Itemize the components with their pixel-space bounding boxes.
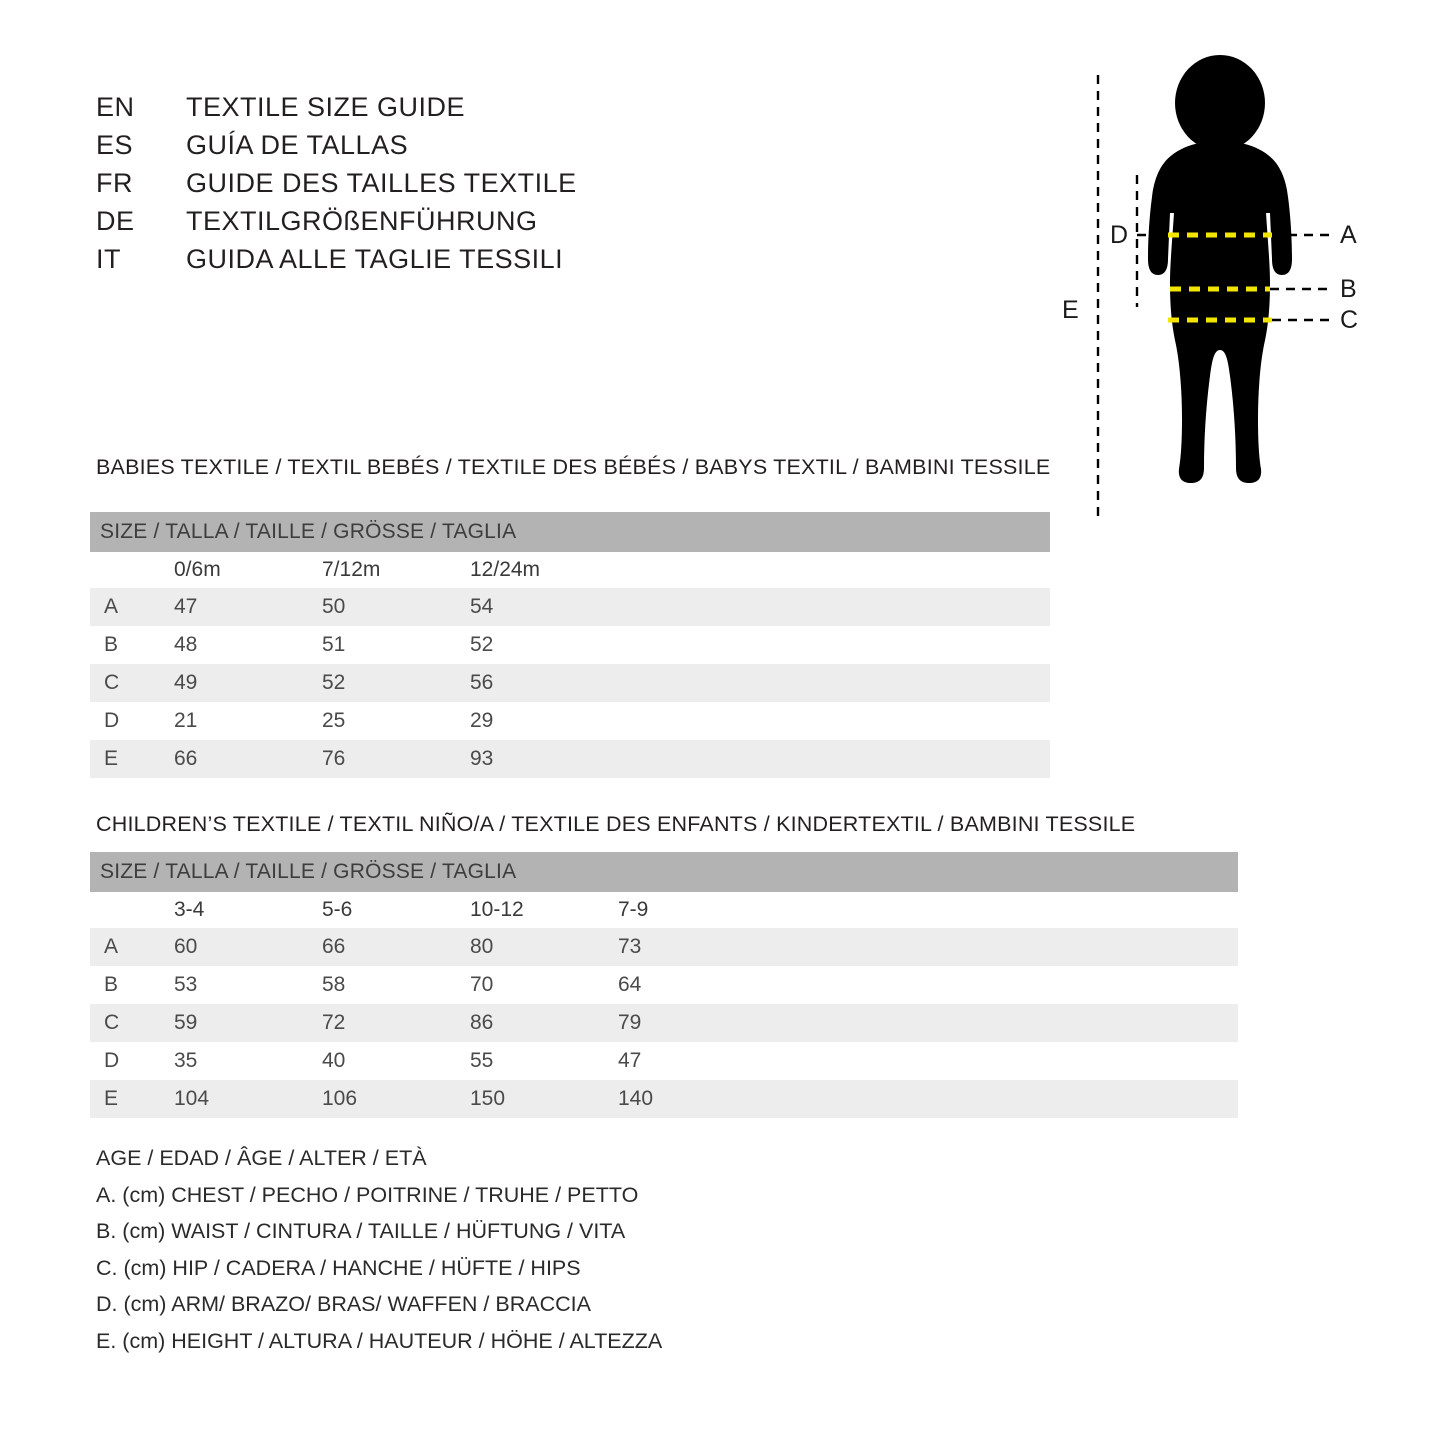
row-label: B xyxy=(90,966,174,1004)
cell-value: 59 xyxy=(174,1004,322,1042)
cell-value: 58 xyxy=(322,966,470,1004)
cell-value: 47 xyxy=(618,1042,766,1080)
children-col-3: 7-9 xyxy=(618,892,766,928)
spacer-cell xyxy=(766,892,1238,928)
table-row xyxy=(90,1080,1238,1118)
measurement-legend xyxy=(96,1140,662,1359)
babies-col-0: 0/6m xyxy=(174,552,322,588)
row-label: C xyxy=(90,1004,174,1042)
cell-value: 106 xyxy=(322,1080,470,1118)
spacer-cell xyxy=(766,1080,1238,1118)
language-code-fr: FR xyxy=(96,168,133,198)
babies-col-2: 12/24m xyxy=(470,552,618,588)
children-size-table xyxy=(90,852,1238,1118)
table-column-row xyxy=(90,892,1238,928)
cell-value: 73 xyxy=(618,928,766,966)
spacer-cell xyxy=(766,1004,1238,1042)
cell-value: 86 xyxy=(470,1004,618,1042)
cell-value: 55 xyxy=(470,1042,618,1080)
cell-value: 53 xyxy=(174,966,322,1004)
table-row xyxy=(90,702,1050,740)
spacer-cell xyxy=(618,664,1050,702)
language-title-block xyxy=(96,92,796,282)
cell-value: 150 xyxy=(470,1080,618,1118)
cell-value: 76 xyxy=(322,740,470,778)
cell-value: 72 xyxy=(322,1004,470,1042)
spacer-cell xyxy=(766,928,1238,966)
cell-value: 49 xyxy=(174,664,322,702)
legend-line-a: A. (cm) CHEST / PECHO / POITRINE / TRUHE / PETTO xyxy=(96,1182,639,1207)
babies-col-1: 7/12m xyxy=(322,552,470,588)
figure-label-b: B xyxy=(1340,275,1357,303)
child-silhouette-icon xyxy=(1148,55,1292,483)
row-label: B xyxy=(90,626,174,664)
cell-value: 40 xyxy=(322,1042,470,1080)
table-row xyxy=(90,1042,1238,1080)
body-measurement-figure xyxy=(1040,55,1400,535)
cell-value: 52 xyxy=(470,626,618,664)
cell-value: 79 xyxy=(618,1004,766,1042)
legend-line-age: AGE / EDAD / ÂGE / ALTER / ETÀ xyxy=(96,1146,427,1170)
row-label: C xyxy=(90,664,174,702)
cell-value: 60 xyxy=(174,928,322,966)
spacer-cell xyxy=(766,966,1238,1004)
row-label: E xyxy=(90,1080,174,1118)
cell-value: 48 xyxy=(174,626,322,664)
cell-value: 66 xyxy=(322,928,470,966)
children-section-title: CHILDREN’S TEXTILE / TEXTIL NIÑO/A / TEXTILE DES ENFANTS / KINDERTEXTIL / BAMBINI TESSILE xyxy=(96,812,1136,836)
language-title-it: GUIDA ALLE TAGLIE TESSILI xyxy=(186,244,564,274)
cell-value: 80 xyxy=(470,928,618,966)
babies-size-header: SIZE / TALLA / TAILLE / GRÖSSE / TAGLIA xyxy=(90,512,1050,552)
cell-value: 51 xyxy=(322,626,470,664)
table-row xyxy=(90,626,1050,664)
table-row xyxy=(90,928,1238,966)
babies-section-title: BABIES TEXTILE / TEXTIL BEBÉS / TEXTILE DES BÉBÉS / BABYS TEXTIL / BAMBINI TESSILE xyxy=(96,455,1051,479)
children-col-0: 3-4 xyxy=(174,892,322,928)
cell-value: 70 xyxy=(470,966,618,1004)
language-code-es: ES xyxy=(96,130,134,160)
cell-value: 66 xyxy=(174,740,322,778)
language-row xyxy=(96,130,796,168)
children-size-header: SIZE / TALLA / TAILLE / GRÖSSE / TAGLIA xyxy=(90,852,1238,892)
language-code-de: DE xyxy=(96,206,135,236)
figure-label-c: C xyxy=(1340,306,1359,334)
cell-value: 25 xyxy=(322,702,470,740)
row-label: E xyxy=(90,740,174,778)
cell-value: 21 xyxy=(174,702,322,740)
cell-value: 35 xyxy=(174,1042,322,1080)
legend-line-b: B. (cm) WAIST / CINTURA / TAILLE / HÜFTUNG / VITA xyxy=(96,1219,626,1243)
empty-corner xyxy=(90,892,174,928)
table-row xyxy=(90,664,1050,702)
table-header-row xyxy=(90,512,1050,552)
spacer-cell xyxy=(618,626,1050,664)
language-row xyxy=(96,168,796,206)
spacer-cell xyxy=(766,1042,1238,1080)
cell-value: 52 xyxy=(322,664,470,702)
table-header-row xyxy=(90,852,1238,892)
spacer-cell xyxy=(618,588,1050,626)
table-row xyxy=(90,588,1050,626)
babies-size-table xyxy=(90,512,1050,778)
language-title-en: TEXTILE SIZE GUIDE xyxy=(186,92,466,122)
cell-value: 64 xyxy=(618,966,766,1004)
spacer-cell xyxy=(618,740,1050,778)
language-row xyxy=(96,206,796,244)
cell-value: 29 xyxy=(470,702,618,740)
language-code-it: IT xyxy=(96,244,121,274)
spacer-cell xyxy=(618,552,1050,588)
legend-line-c: C. (cm) HIP / CADERA / HANCHE / HÜFTE / HIPS xyxy=(96,1255,581,1280)
language-row xyxy=(96,244,796,282)
children-col-2: 10-12 xyxy=(470,892,618,928)
row-label: D xyxy=(90,1042,174,1080)
row-label: A xyxy=(90,588,174,626)
cell-value: 93 xyxy=(470,740,618,778)
spacer-cell xyxy=(618,702,1050,740)
cell-value: 104 xyxy=(174,1080,322,1118)
row-label: D xyxy=(90,702,174,740)
table-row xyxy=(90,1004,1238,1042)
legend-line-e: E. (cm) HEIGHT / ALTURA / HAUTEUR / HÖHE / ALTEZZA xyxy=(96,1328,663,1353)
language-title-es: GUÍA DE TALLAS xyxy=(186,130,409,160)
figure-label-d: D xyxy=(1110,221,1129,249)
empty-corner xyxy=(90,552,174,588)
row-label: A xyxy=(90,928,174,966)
legend-line-d: D. (cm) ARM/ BRAZO/ BRAS/ WAFFEN / BRACCIA xyxy=(96,1292,591,1316)
cell-value: 47 xyxy=(174,588,322,626)
figure-label-e: E xyxy=(1062,296,1079,324)
language-title-de: TEXTILGRÖßENFÜHRUNG xyxy=(186,206,538,236)
cell-value: 140 xyxy=(618,1080,766,1118)
language-row xyxy=(96,92,796,130)
children-col-1: 5-6 xyxy=(322,892,470,928)
language-code-en: EN xyxy=(96,92,135,122)
table-row xyxy=(90,740,1050,778)
cell-value: 50 xyxy=(322,588,470,626)
cell-value: 56 xyxy=(470,664,618,702)
cell-value: 54 xyxy=(470,588,618,626)
table-column-row xyxy=(90,552,1050,588)
table-row xyxy=(90,966,1238,1004)
figure-label-a: A xyxy=(1340,221,1357,249)
language-title-fr: GUIDE DES TAILLES TEXTILE xyxy=(186,168,577,198)
